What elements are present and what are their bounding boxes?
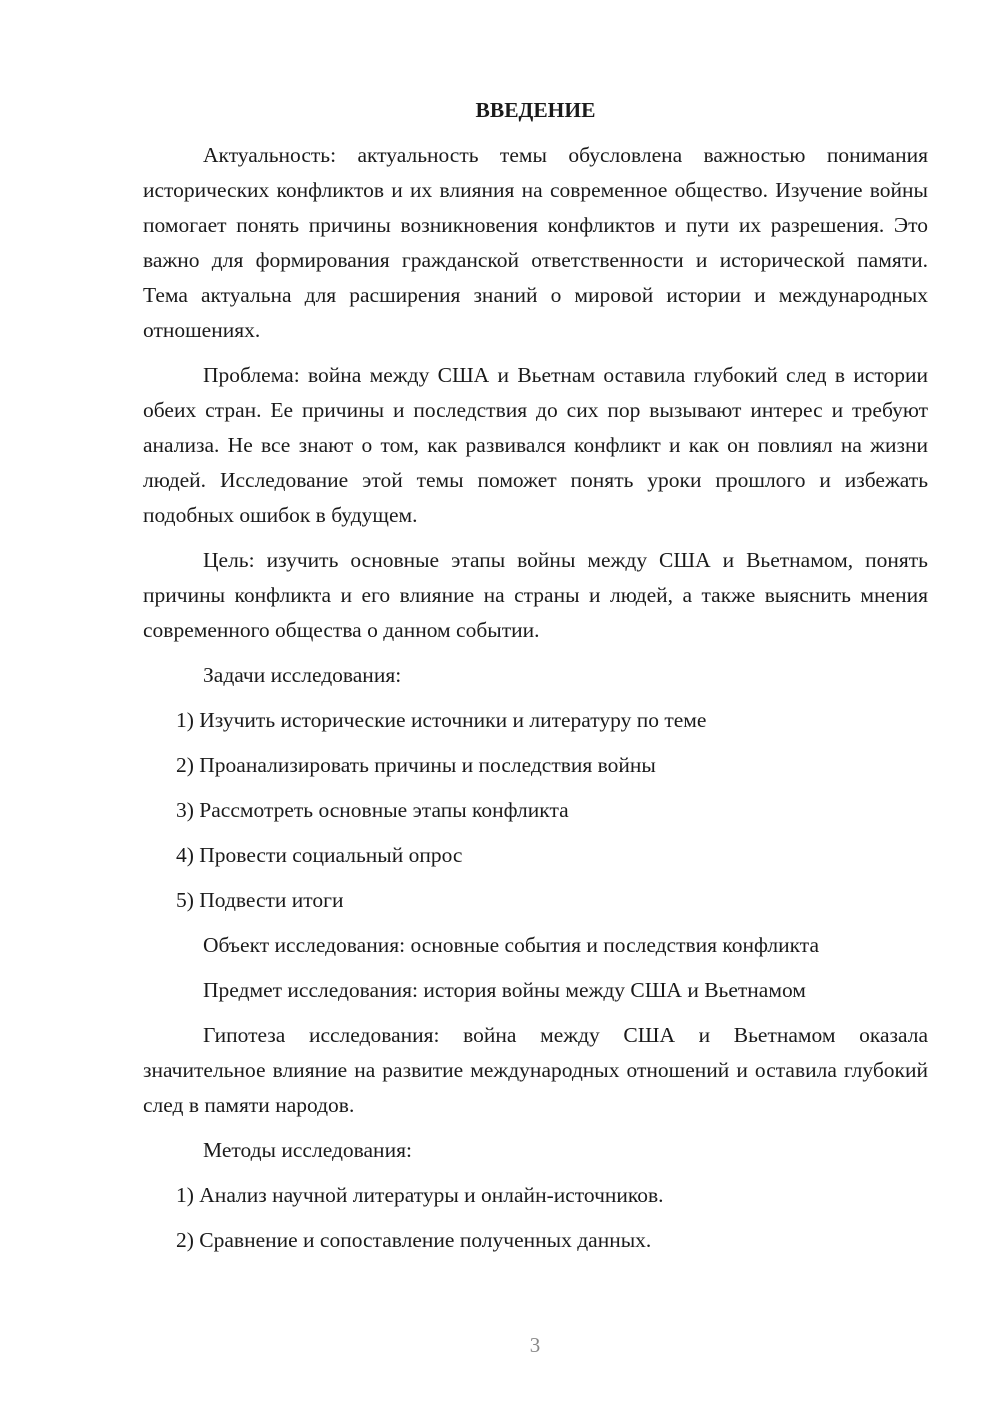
section-heading: ВВЕДЕНИЕ — [475, 98, 596, 122]
list-item: 2) Сравнение и сопоставление полученных данных. — [176, 1228, 652, 1252]
list-item: 1) Изучить исторические источники и литературу по теме — [176, 708, 707, 732]
methods-title: Методы исследования: — [203, 1138, 412, 1162]
list-item: 5) Подвести итоги — [176, 888, 344, 912]
methods-list — [143, 1178, 928, 1258]
page-number: 3 — [529, 1333, 541, 1357]
list-item: 2) Проанализировать причины и последствия войны — [176, 753, 656, 777]
relevance-paragraph: Актуальность: актуальность темы обусловлена важностью понимания исторических конфликтов и их влияния на современное общество. Изучение войны помогает понять причины возникновения конфликтов и пути их разрешения. Это важно для формирования гражданской ответственности и исторической памяти. Тема актуальна для расширения знаний о мировой истории и международных отношениях. — [143, 143, 928, 342]
list-item: 4) Провести социальный опрос — [176, 843, 463, 867]
hypothesis-paragraph: Гипотеза исследования: война между США и Вьетнамом оказала значительное влияние на развитие международных отношений и оставила глубокий след в памяти народов. — [143, 1023, 928, 1117]
tasks-title: Задачи исследования: — [203, 663, 402, 687]
tasks-list — [143, 703, 928, 918]
list-item: 1) Анализ научной литературы и онлайн-источников. — [176, 1183, 664, 1207]
subject-paragraph: Предмет исследования: история войны между США и Вьетнамом — [203, 978, 806, 1002]
list-item: 3) Рассмотреть основные этапы конфликта — [176, 798, 569, 822]
goal-paragraph: Цель: изучить основные этапы войны между США и Вьетнамом, понять причины конфликта и его влияние на страны и людей, а также выяснить мнения современного общества о данном событии. — [143, 548, 928, 642]
document-page — [143, 95, 928, 1258]
object-paragraph: Объект исследования: основные события и последствия конфликта — [203, 933, 820, 957]
problem-paragraph: Проблема: война между США и Вьетнам оставила глубокий след в истории обеих стран. Ее причины и последствия до сих пор вызывают интерес и требуют анализа. Не все знают о том, как развивался конфликт и как он повлиял на жизни людей. Исследование этой темы поможет понять уроки прошлого и избежать подобных ошибок в будущем. — [143, 363, 928, 527]
